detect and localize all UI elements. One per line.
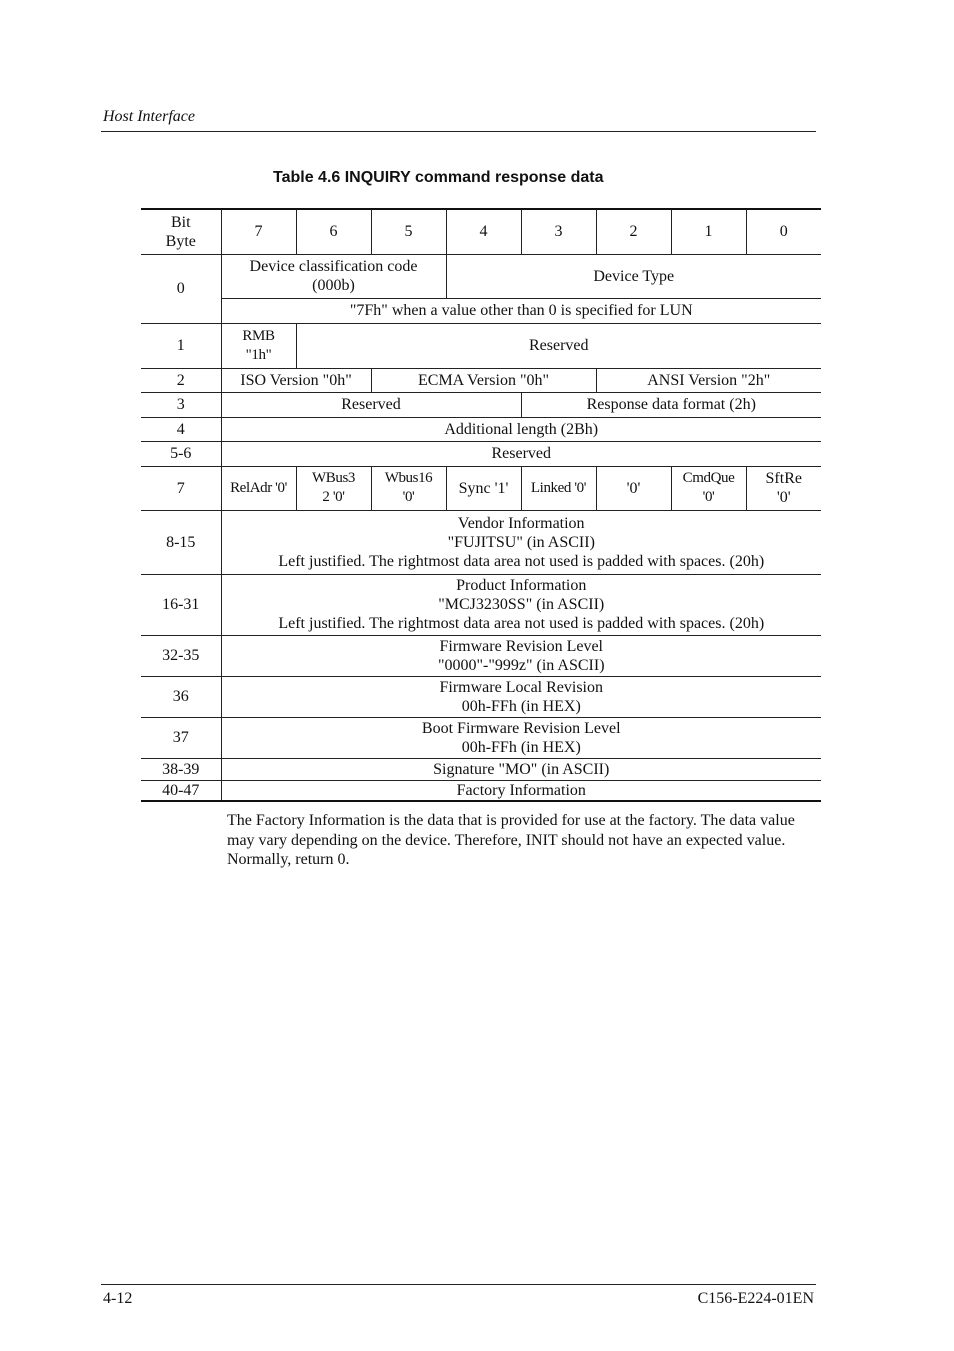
boot-firmware-revision-cell — [221, 717, 821, 758]
product-info-note: Left justified. The rightmost data area not used is padded with spaces. (20h) — [278, 615, 765, 632]
device-classification-text: Device classification code — [249, 258, 418, 275]
linked-cell: Linked '0' — [521, 466, 596, 510]
table-row — [141, 392, 821, 417]
sftre-cell — [746, 466, 821, 510]
reserved-cell: Reserved — [221, 392, 521, 417]
table-row — [141, 780, 821, 801]
response-data-format-cell: Response data format (2h) — [521, 392, 821, 417]
table-row — [141, 676, 821, 717]
header-rule — [101, 131, 816, 132]
byte-number: 8-15 — [141, 510, 221, 574]
boot-firmware-revision-title: Boot Firmware Revision Level — [421, 719, 621, 737]
byte-number: 5-6 — [141, 441, 221, 466]
byte-number: 1 — [141, 323, 221, 368]
bit-header: 5 — [371, 209, 446, 254]
byte-number: 2 — [141, 368, 221, 392]
lun-note-cell: "7Fh" when a value other than 0 is specified for LUN — [221, 298, 821, 323]
product-info-value: "MCJ3230SS" (in ASCII) — [438, 596, 605, 613]
wbus32-text: WBus3 — [311, 470, 355, 486]
reladr-cell: RelAdr '0' — [221, 466, 296, 510]
bit2-cell: '0' — [596, 466, 671, 510]
sftre-value: '0' — [776, 489, 791, 506]
ecma-version-cell: ECMA Version "0h" — [371, 368, 596, 392]
iso-version-cell: ISO Version "0h" — [221, 368, 371, 392]
byte-number: 38-39 — [141, 758, 221, 780]
vendor-info-note: Left justified. The rightmost data area not used is padded with spaces. (20h) — [278, 552, 765, 570]
inquiry-response-table — [141, 208, 821, 802]
ansi-version-cell: ANSI Version "2h" — [596, 368, 821, 392]
cmdque-cell — [671, 466, 746, 510]
byte-number: 32-35 — [141, 635, 221, 676]
wbus32-value: 2 '0' — [322, 489, 345, 505]
table-row — [141, 717, 821, 758]
device-classification-cell — [221, 254, 446, 298]
bit-header: 4 — [446, 209, 521, 254]
page-number: 4-12 — [103, 1290, 133, 1307]
byte-number: 37 — [141, 717, 221, 758]
bit-label: Bit — [170, 213, 191, 231]
vendor-info-title: Vendor Information — [457, 514, 585, 532]
firmware-local-revision-cell — [221, 676, 821, 717]
vendor-info-value: "FUJITSU" (in ASCII) — [447, 533, 595, 551]
footer-rule — [101, 1284, 816, 1285]
table-row — [141, 635, 821, 676]
byte-number: 7 — [141, 466, 221, 510]
rmb-text: RMB — [242, 327, 275, 344]
running-header: Host Interface — [103, 108, 195, 125]
table-row — [141, 254, 821, 298]
vendor-info-cell — [221, 510, 821, 574]
wbus16-value: '0' — [402, 489, 415, 505]
table-caption: Table 4.6 INQUIRY command response data — [273, 169, 604, 186]
wbus16-text: Wbus16 — [384, 470, 433, 486]
table-row — [141, 510, 821, 574]
firmware-local-revision-value: 00h-FFh (in HEX) — [461, 697, 581, 715]
header-row — [141, 209, 821, 254]
sync-cell: Sync '1' — [446, 466, 521, 510]
byte-number: 16-31 — [141, 574, 221, 635]
byte-number: 4 — [141, 417, 221, 441]
wbus16-cell — [371, 466, 446, 510]
table-row — [141, 758, 821, 780]
table-row — [141, 368, 821, 392]
bit-header: 2 — [596, 209, 671, 254]
reserved-cell: Reserved — [221, 441, 821, 466]
table-row — [141, 466, 821, 510]
byte-number: 0 — [141, 254, 221, 323]
byte-number: 40-47 — [141, 780, 221, 801]
bit-header: 0 — [746, 209, 821, 254]
bit-byte-corner-cell — [141, 209, 221, 254]
device-classification-value: (000b) — [312, 277, 355, 294]
table-row — [141, 417, 821, 441]
reserved-cell: Reserved — [296, 323, 821, 368]
product-info-cell — [221, 574, 821, 635]
factory-info-note: The Factory Information is the data that is provided for use at the factory. The data value may vary depending on the device. Therefore, INIT should not have an expected value. Normally, return 0. — [227, 812, 795, 868]
table-row — [141, 323, 821, 368]
cmdque-text: CmdQue — [682, 470, 735, 486]
table-row — [141, 298, 821, 323]
firmware-revision-cell — [221, 635, 821, 676]
wbus32-cell — [296, 466, 371, 510]
boot-firmware-revision-value: 00h-FFh (in HEX) — [461, 738, 581, 756]
byte-number: 36 — [141, 676, 221, 717]
firmware-revision-value: "0000"-"999z" (in ASCII) — [437, 656, 605, 674]
table-row — [141, 441, 821, 466]
document-id: C156-E224-01EN — [697, 1290, 814, 1307]
firmware-local-revision-title: Firmware Local Revision — [439, 678, 603, 696]
sftre-text: SftRe — [765, 470, 802, 487]
firmware-revision-title: Firmware Revision Level — [439, 637, 603, 655]
factory-info-cell: Factory Information — [221, 780, 821, 801]
additional-length-cell: Additional length (2Bh) — [221, 417, 821, 441]
rmb-cell — [221, 323, 296, 368]
table-row — [141, 574, 821, 635]
product-info-title: Product Information — [456, 577, 587, 594]
byte-number: 3 — [141, 392, 221, 417]
bit-header: 1 — [671, 209, 746, 254]
bit-header: 3 — [521, 209, 596, 254]
cmdque-value: '0' — [702, 489, 715, 505]
bit-header: 6 — [296, 209, 371, 254]
byte-label: Byte — [165, 232, 196, 250]
signature-cell: Signature "MO" (in ASCII) — [221, 758, 821, 780]
rmb-value: "1h" — [245, 346, 272, 363]
bit-header: 7 — [221, 209, 296, 254]
device-type-cell: Device Type — [446, 254, 821, 298]
